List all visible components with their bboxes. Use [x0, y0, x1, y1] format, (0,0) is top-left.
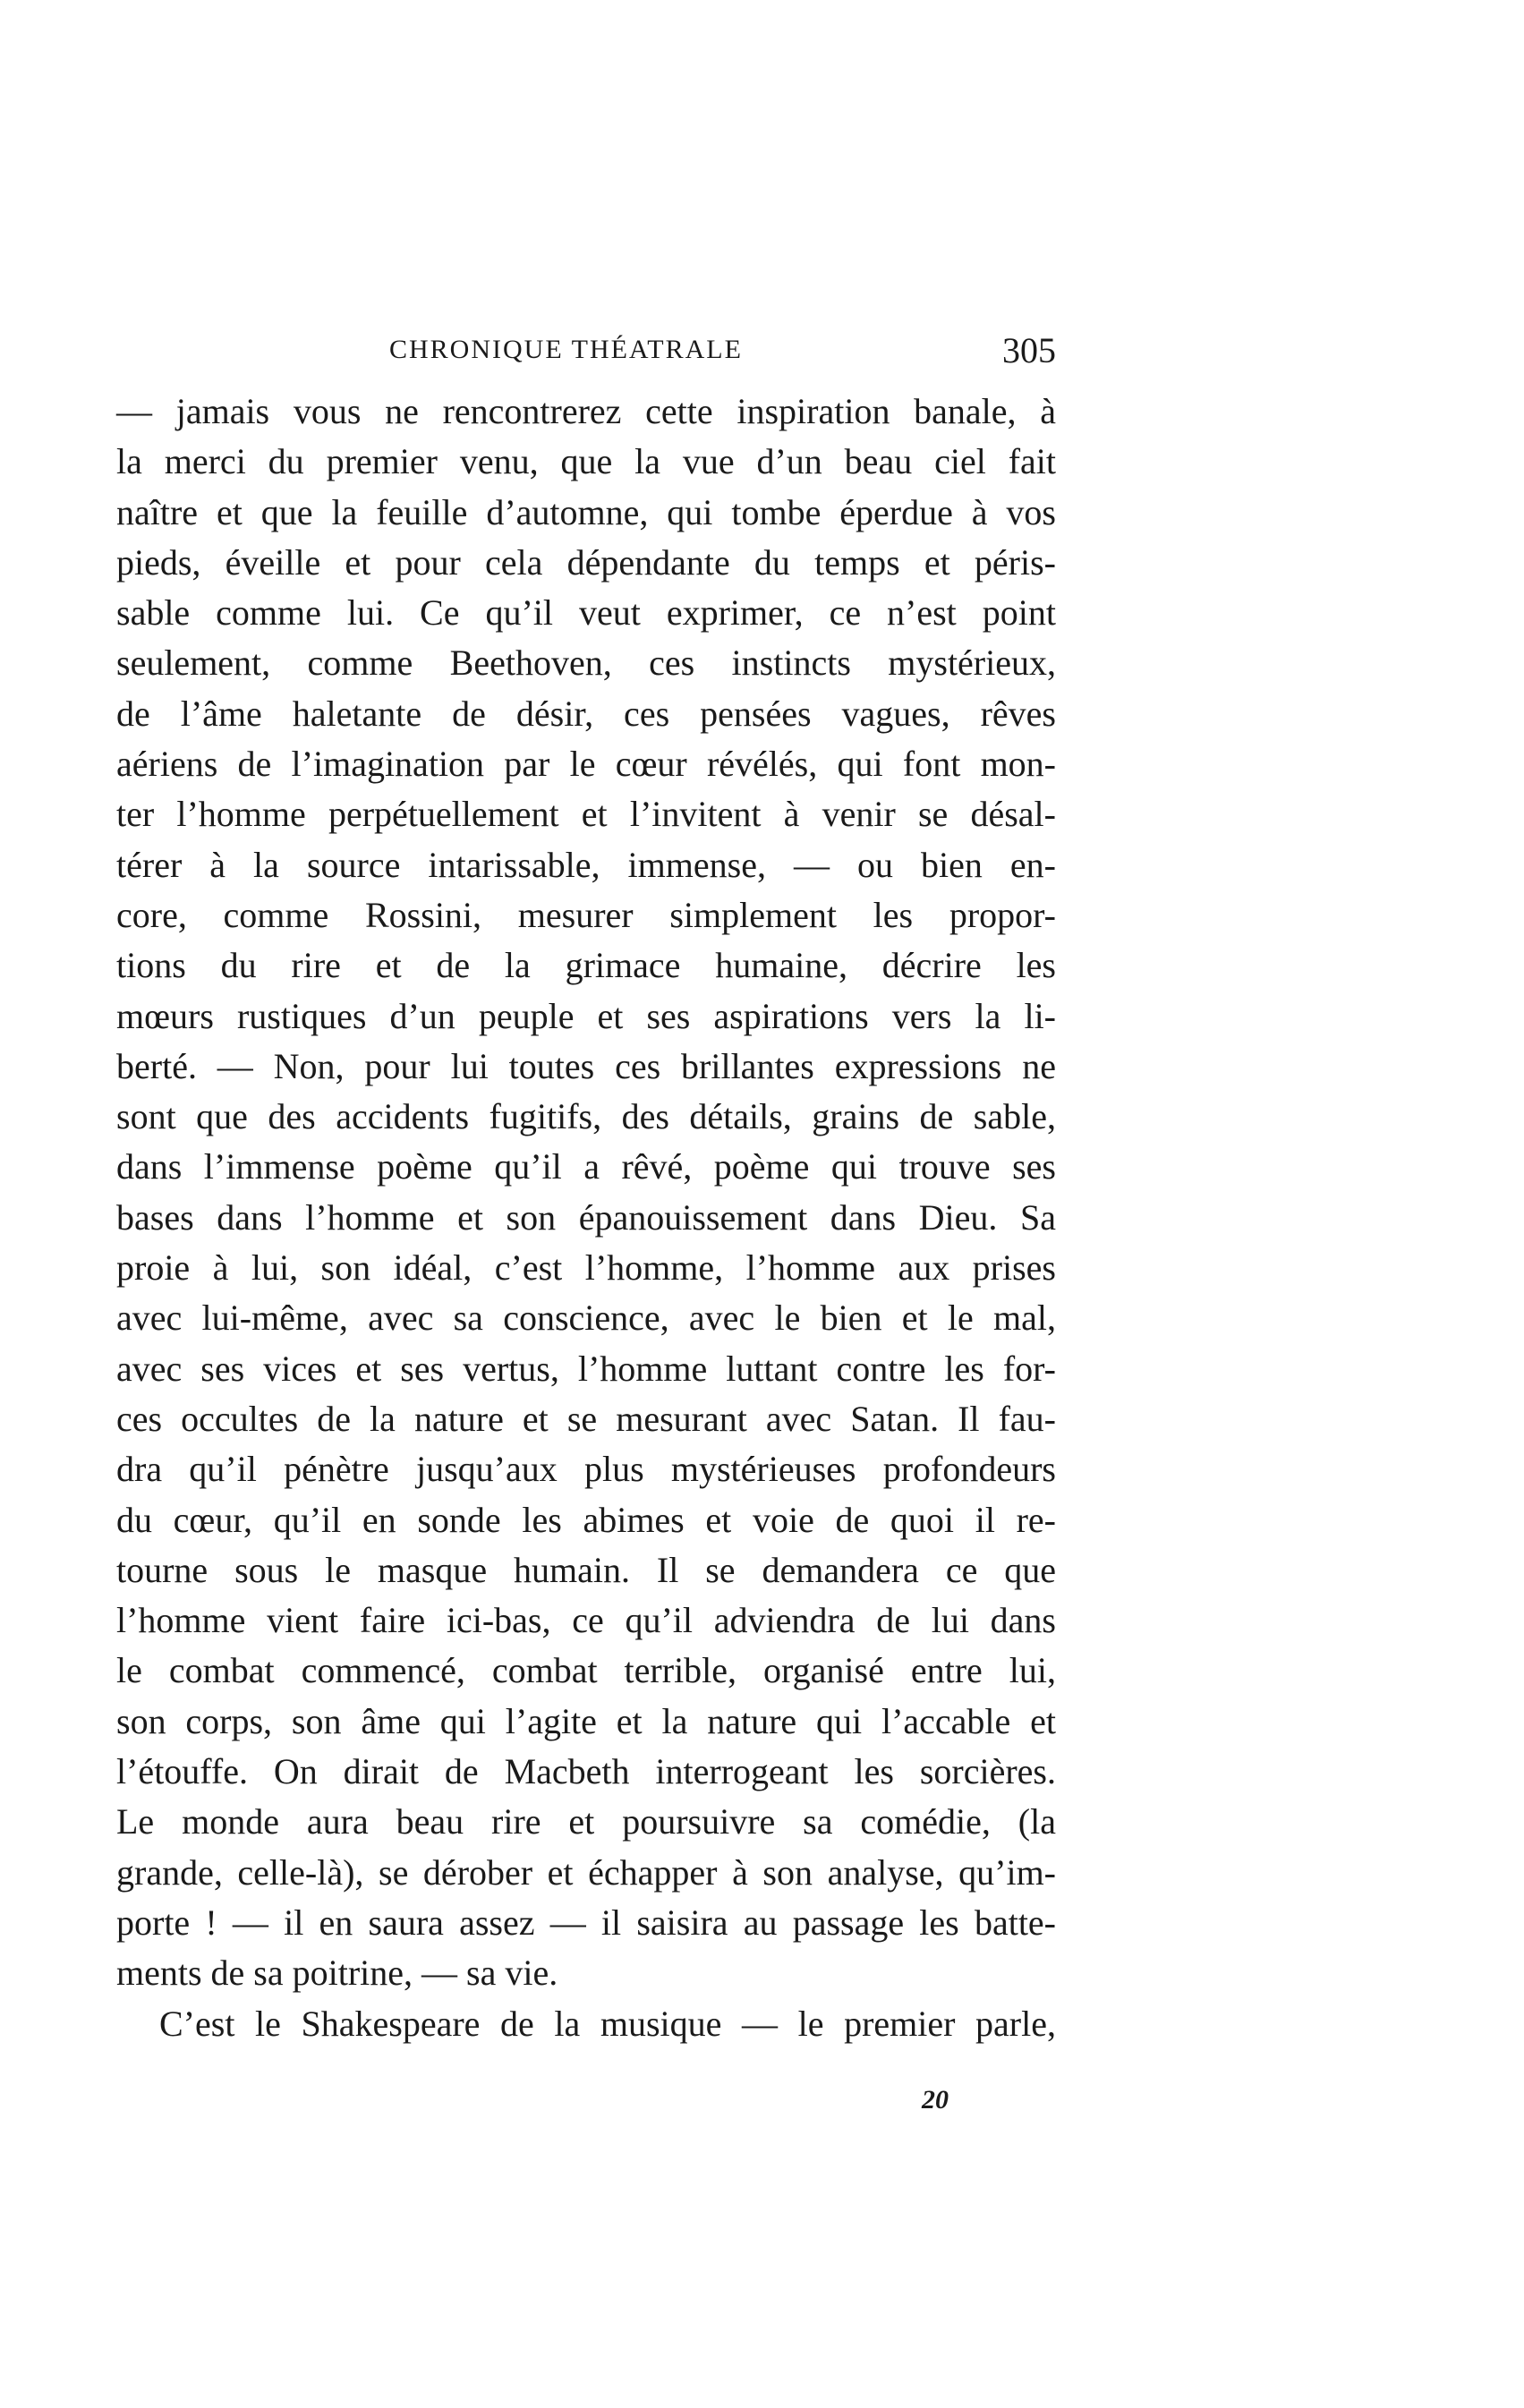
text-line: le combat commencé, combat terrible, organisé entre lui,: [116, 1650, 1056, 1691]
text-line: avec ses vices et ses vertus, l’homme luttant contre les for-: [116, 1348, 1056, 1389]
text-line: pieds, éveille et pour cela dépendante du temps et péris-: [116, 541, 1056, 583]
text-line: ments de sa poitrine, — sa vie.: [116, 1953, 558, 1994]
signature-mark: 20: [922, 2085, 949, 2114]
text-line: son corps, son âme qui l’agite et la nature qui l’accable et: [116, 1700, 1056, 1741]
page-number: 305: [1002, 330, 1056, 370]
text-line: — jamais vous ne rencontrerez cette inspiration banale, à: [116, 391, 1056, 431]
text-line: dra qu’il pénètre jusqu’aux plus mystérieuses profondeurs: [116, 1449, 1056, 1490]
text-line: ter l’homme perpétuellement et l’invitent à venir se désal-: [116, 794, 1056, 835]
text-line: naître et que la feuille d’automne, qui tombe éperdue à vos: [116, 491, 1056, 532]
text-line: l’homme vient faire ici-bas, ce qu’il adviendra de lui dans: [116, 1600, 1056, 1641]
body-text: [116, 387, 1056, 2049]
text-line: avec lui-même, avec sa conscience, avec le bien et le mal,: [116, 1298, 1056, 1339]
text-line: térer à la source intarissable, immense, — ou bien en-: [116, 844, 1056, 885]
text-line: du cœur, qu’il en sonde les abimes et voie de quoi il re-: [116, 1499, 1056, 1540]
text-line: aériens de l’imagination par le cœur révélés, qui font mon-: [116, 744, 1056, 785]
running-title: CHRONIQUE THÉATRALE: [389, 335, 743, 364]
text-line: dans l’immense poème qu’il a rêvé, poème qui trouve ses: [116, 1146, 1056, 1187]
text-line: Le monde aura beau rire et poursuivre sa comédie, (la: [116, 1801, 1056, 1842]
text-line: sont que des accidents fugitifs, des détails, grains de sable,: [116, 1096, 1056, 1137]
text-line: tourne sous le masque humain. Il se demandera ce que: [116, 1549, 1056, 1590]
text-line: bases dans l’homme et son épanouissement dans Dieu. Sa: [116, 1196, 1056, 1238]
text-line: C’est le Shakespeare de la musique — le premier parle,: [159, 2003, 1056, 2044]
text-line: tions du rire et de la grimace humaine, décrire les: [116, 945, 1056, 986]
text-line: core, comme Rossini, mesurer simplement les propor-: [116, 894, 1056, 935]
text-line: grande, celle-là), se dérober et échapper à son analyse, qu’im-: [116, 1851, 1056, 1893]
text-line: mœurs rustiques d’un peuple et ses aspirations vers la li-: [116, 995, 1056, 1036]
text-line: berté. — Non, pour lui toutes ces brillantes expressions ne: [116, 1045, 1056, 1086]
text-line: la merci du premier venu, que la vue d’un beau ciel fait: [116, 441, 1056, 482]
text-line: proie à lui, son idéal, c’est l’homme, l’homme aux prises: [116, 1247, 1056, 1289]
text-line: sable comme lui. Ce qu’il veut exprimer, ce n’est point: [116, 592, 1056, 634]
text-line: seulement, comme Beethoven, ces instincts mystérieux,: [116, 642, 1056, 684]
text-line: ces occultes de la nature et se mesurant avec Satan. Il fau-: [116, 1398, 1056, 1439]
text-line: de l’âme haletante de désir, ces pensées vagues, rêves: [116, 693, 1056, 734]
text-line: l’étouffe. On dirait de Macbeth interrogeant les sorcières.: [116, 1751, 1056, 1792]
running-head: [116, 329, 1056, 374]
text-line: porte ! — il en saura assez — il saisira au passage les batte-: [116, 1902, 1056, 1943]
